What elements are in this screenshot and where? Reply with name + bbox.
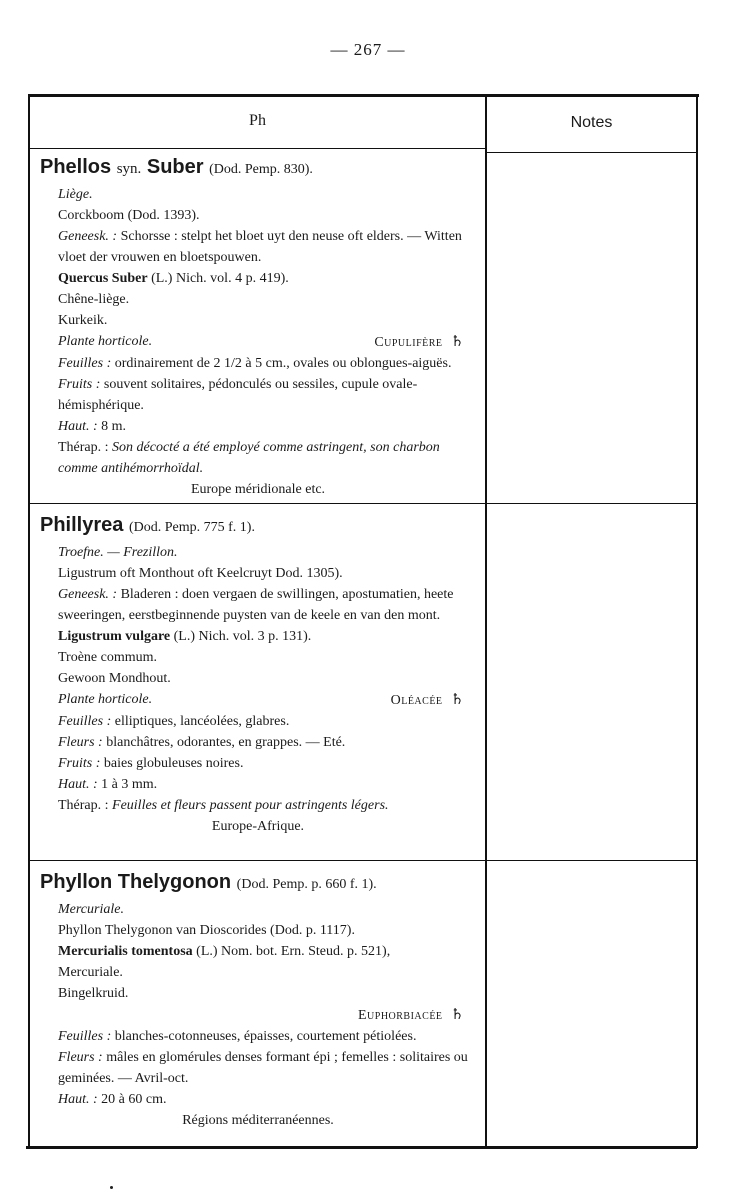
medicinal-use: Geneesk. : Bladeren : doen vergaen de swillingen, apostumatien, heete sweeringen, eerstbeginnende puysten van de keele en van den mont.: [58, 587, 454, 623]
common-name-fr: Troène commum.: [58, 650, 158, 665]
table-right-rule: [696, 94, 698, 1148]
plant-type-row: [40, 1004, 476, 1026]
scientific-name: Mercurialis tomentosa (L.) Nom. bot. Ern. Steud. p. 521),: [58, 944, 391, 959]
therapeutic-use: Thérap. : Feuilles et fleurs passent pour astringents légers.: [58, 798, 389, 813]
height: Haut. : 8 m.: [58, 419, 127, 434]
plant-family: Oléacée: [390, 693, 443, 708]
common-name-nl: Bingelkruid.: [58, 986, 129, 1001]
common-name-nl: Gewoon Mondhout.: [58, 671, 171, 686]
french-name: Mercuriale.: [58, 902, 124, 917]
plant-type-row: Plante horticole. Cupulifère ♄: [58, 332, 464, 350]
therapeutic-use: Thérap. : Son décocté a été employé comme astringent, son charbon comme antihémorrhoïdal.: [58, 440, 440, 476]
entry-phellos: [40, 153, 476, 500]
entry-title: Phellos syn. Suber (Dod. Pemp. 830).: [40, 156, 313, 178]
plant-family: Cupulifère: [374, 335, 443, 350]
french-name: Liège.: [58, 187, 93, 202]
region: Régions méditerranéennes.: [182, 1113, 334, 1128]
shrub-symbol-icon: ♄: [450, 1005, 464, 1023]
flowers: Fleurs : mâles en glomérules denses formant épi ; femelles : solitaires ou geminées. — Avril-oct.: [58, 1050, 468, 1086]
dutch-name: Ligustrum oft Monthout oft Keelcruyt Dod. 1305).: [58, 566, 343, 581]
scientific-name: Ligustrum vulgare (L.) Nich. vol. 3 p. 131).: [58, 629, 312, 644]
table-top-rule: [28, 94, 699, 97]
notes-divider: [487, 860, 696, 861]
notes-divider: [487, 503, 696, 504]
plant-type-row: Plante horticole. Oléacée ♄: [58, 690, 464, 708]
table-bottom-rule: [26, 1146, 697, 1149]
leaves: Feuilles : elliptiques, lancéolées, glabres.: [58, 714, 290, 729]
shrub-symbol-icon: ♄: [450, 332, 464, 350]
entry-title: Phyllon Thelygonon (Dod. Pemp. p. 660 f. 1).: [40, 871, 377, 893]
entry-phyllon-thelygonon: [40, 868, 476, 1131]
entry-divider: [30, 860, 485, 861]
height: Haut. : 20 à 60 cm.: [58, 1092, 167, 1107]
region: Europe méridionale etc.: [190, 482, 326, 497]
plant-family: Euphorbiacée: [357, 1008, 443, 1023]
medicinal-use: Geneesk. : Schorsse : stelpt het bloet uyt den neuse oft elders. — Witten vloet der vrouwen en bloetspouwen.: [58, 229, 462, 265]
region: Europe-Afrique.: [211, 819, 305, 834]
shrub-symbol-icon: ♄: [450, 690, 464, 708]
fruits: Fruits : souvent solitaires, pédonculés ou sessiles, cupule ovale-hémisphérique.: [58, 377, 418, 413]
header-rule-ph: [30, 148, 485, 149]
dutch-name: Corckboom (Dod. 1393).: [58, 208, 200, 223]
scientific-name: Quercus Suber (L.) Nich. vol. 4 p. 419).: [58, 271, 289, 286]
entry-divider: [30, 503, 485, 504]
table-left-rule: [28, 94, 30, 1148]
entry-phillyrea: [40, 511, 476, 837]
column-header-ph: Ph: [249, 112, 266, 129]
leaves: Feuilles : ordinairement de 2 1/2 à 5 cm., ovales ou oblongues-aiguës.: [58, 356, 452, 371]
ink-speck: [110, 1186, 113, 1189]
column-divider: [485, 96, 487, 1146]
column-header-notes: Notes: [570, 114, 613, 131]
common-name-fr: Chêne-liège.: [58, 292, 130, 307]
french-name: Troefne. — Frezillon.: [58, 545, 178, 560]
flowers: Fleurs : blanchâtres, odorantes, en grappes. — Eté.: [58, 735, 346, 750]
entry-title: Phillyrea (Dod. Pemp. 775 f. 1).: [40, 514, 255, 536]
header-rule-notes: [487, 152, 696, 153]
fruits: Fruits : baies globuleuses noires.: [58, 756, 244, 771]
height: Haut. : 1 à 3 mm.: [58, 777, 158, 792]
common-name-fr: Mercuriale.: [58, 965, 123, 980]
common-name-nl: Kurkeik.: [58, 313, 108, 328]
leaves: Feuilles : blanches-cotonneuses, épaisses, courtement pétiolées.: [58, 1029, 417, 1044]
dutch-name: Phyllon Thelygonon van Dioscorides (Dod. p. 1117).: [58, 923, 355, 938]
page-number: — 267 —: [330, 40, 406, 59]
